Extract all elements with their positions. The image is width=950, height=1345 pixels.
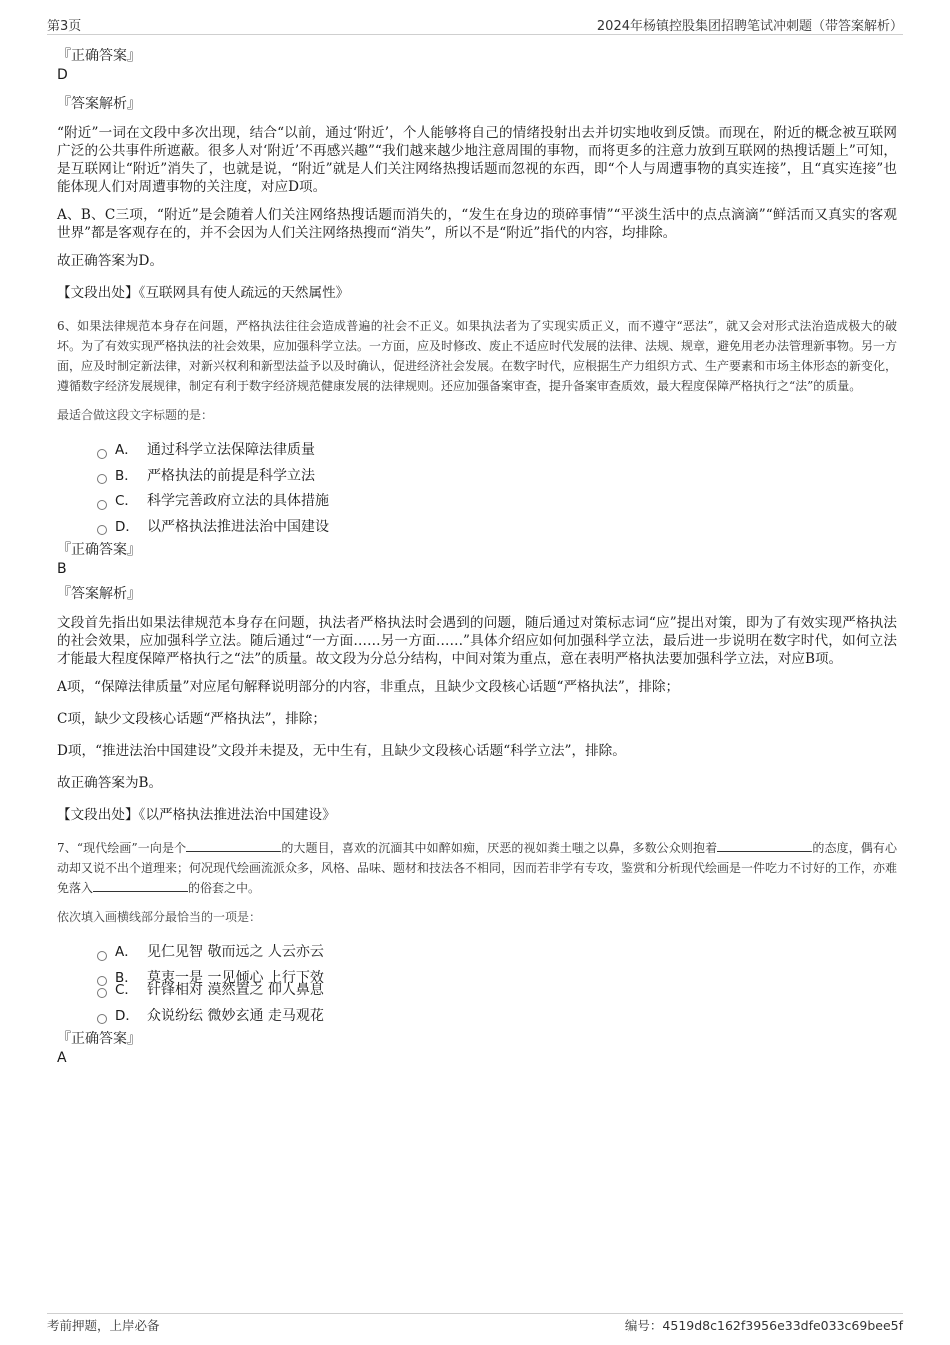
q6-answer: B xyxy=(57,561,67,577)
q6-options xyxy=(97,438,897,540)
analysis-label: 『答案解析』 xyxy=(57,96,141,112)
q7-question-text: 7、“现代绘画”一向是个 的大题目，喜欢的沉湎其中如醉如痴，厌恶的视如粪土嗤之以鼻，多数公众则抱着 的态度，偶有心动却又说不出个道理来；何况现代绘画流派众多，风格、品味、题材和技法各不相同，因而若非学有专攻，鉴赏和分析现代绘画是一件吃力不讨好的工作，亦难免落入 的俗套之中。 xyxy=(57,841,898,895)
q7-prompt: 依次填入画横线部分最恰当的一项是： xyxy=(57,910,262,924)
q6-option-c[interactable]: C． 科学完善政府立法的具体措施 xyxy=(97,489,897,515)
correct-answer-label: 『正确答案』 xyxy=(57,48,141,64)
q6-question-text: 6、如果法律规范本身存在问题，严格执法往往会造成普遍的社会不正义。如果执法者为了实现实质正义，而不遵守“恶法”，就又会对形式法治造成极大的破坏。为了有效实现严格执法的社会效果，应加强科学立法。一方面，应及时修改、废止不适应时代发展的法律、法规、规章，避免用老办法管理新事物。另一方面，应及时制定新法律，对新兴权利和新型法益予以及时确认，促进经济社会发展。在数字时代，应根据生产力组织方式、生产要素和市场主体形态的新变化，遵循数字经济发展规律，制定有利于数字经济规范健康发展的法律规则。还应加强备案审查，提升备案审查质效，最大程度保障严格执行之“法”的质量。 xyxy=(57,319,898,393)
q6-block xyxy=(57,316,897,824)
q6-analysis-paragraph: C项，缺少文段核心话题“严格执法”，排除； xyxy=(57,711,326,727)
q7-option-c[interactable]: C． 针锋相对 漠然置之 仰人鼻息 xyxy=(97,978,324,1004)
q7-option-d[interactable]: D． 众说纷纭 微妙玄通 走马观花 xyxy=(97,1004,897,1030)
radio-icon[interactable] xyxy=(97,500,107,510)
q6-analysis-paragraph: 文段首先指出如果法律规范本身存在问题，执法者严格执法时会遇到的问题，随后通过对策标志词“应”提出对策，即为了有效实现严格执法的社会效果，应加强科学立法。随后通过“一方面……另一方面……”具体介绍应如何加强科学立法，最后进一步说明在数字时代，如何立法才能最大程度保障严格执行之“法”的质量。故文段为分总分结构，中间对策为重点，意在表明严格执法要加强科学立法，对应B项。 xyxy=(57,615,897,667)
q6-analysis-paragraph: D项，“推进法治中国建设”文段并未提及，无中生有，且缺少文段核心话题“科学立法”，排除。 xyxy=(57,743,626,759)
page-number: 第3页 xyxy=(47,19,82,34)
correct-answer-label: 『正确答案』 xyxy=(57,542,141,558)
q5-analysis-paragraph: “附近”一词在文段中多次出现，结合“以前，通过‘附近’，个人能够将自己的情绪投射出去并切实地收到反馈。而现在，附近的概念被互联网广泛的公共事件所遮蔽。很多人对‘附近’不再感兴趣”“我们越来越少地注意周围的事物，而将更多的注意力放到互联网的热搜话题上”可知，是互联网让“附近”消失了，也就是说，“附近”就是人们关注网络热搜话题而忽视的东西，即“个人与周遭事物的真实连接”，且“真实连接”也能体现人们对周遭事物的关注度，对应D项。 xyxy=(57,125,897,195)
q5-source: 【文段出处】《互联网具有使人疏远的天然属性》 xyxy=(57,285,350,301)
q6-option-a[interactable]: A． 通过科学立法保障法律质量 xyxy=(97,438,897,464)
q6-analysis-paragraph: A项，“保障法律质量”对应尾句解释说明部分的内容，非重点，且缺少文段核心话题“严格执法”，排除； xyxy=(57,679,680,695)
q6-prompt: 最适合做这段文字标题的是： xyxy=(57,408,214,422)
q7-answer: A xyxy=(57,1050,67,1066)
document-code: 编号：4519d8c162f3956e33dfe033c69bee5f xyxy=(624,1318,903,1333)
q7-option-b[interactable]: B． 莫衷一是 一见倾心 上行下效 xyxy=(97,966,324,992)
correct-answer-label: 『正确答案』 xyxy=(57,1031,141,1047)
page-header xyxy=(47,12,903,35)
q6-source: 【文段出处】《以严格执法推进法治中国建设》 xyxy=(57,807,336,823)
fill-blank xyxy=(186,839,281,852)
radio-icon[interactable] xyxy=(97,449,107,459)
radio-icon[interactable] xyxy=(97,474,107,484)
document-title: 2024年杨镇控股集团招聘笔试冲刺题（带答案解析） xyxy=(596,19,903,34)
q7-option-a[interactable]: A． 见仁见智 敬而远之 人云亦云 xyxy=(97,940,897,966)
q5-answer-block xyxy=(57,46,897,302)
analysis-label: 『答案解析』 xyxy=(57,586,141,602)
radio-icon[interactable] xyxy=(97,1014,107,1024)
fill-blank xyxy=(717,839,812,852)
q5-answer: D xyxy=(57,67,68,83)
footer-slogan: 考前押题，上岸必备 xyxy=(47,1318,160,1333)
q6-option-b[interactable]: B． 严格执法的前提是科学立法 xyxy=(97,464,897,490)
q7-block xyxy=(57,838,897,1067)
page-content xyxy=(57,46,897,1067)
q7-options xyxy=(97,940,897,1029)
q6-option-d[interactable]: D． 以严格执法推进法治中国建设 xyxy=(97,515,897,541)
fill-blank xyxy=(93,879,188,892)
q5-analysis-paragraph: A、B、C三项，“附近”是会随着人们关注网络热搜话题而消失的，“发生在身边的琐碎事情”“平淡生活中的点点滴滴”“鲜活而又真实的客观世界”都是客观存在的，并不会因为人们关注网络热搜而“消失”，所以不是“附近”指代的内容，均排除。 xyxy=(57,207,897,241)
q6-analysis-paragraph: 故正确答案为B。 xyxy=(57,775,163,791)
q7-overlap-options xyxy=(97,966,897,1004)
radio-icon[interactable] xyxy=(97,988,107,998)
radio-icon[interactable] xyxy=(97,525,107,535)
radio-icon[interactable] xyxy=(97,951,107,961)
page-footer xyxy=(47,1313,903,1336)
q5-analysis-paragraph: 故正确答案为D。 xyxy=(57,253,164,269)
